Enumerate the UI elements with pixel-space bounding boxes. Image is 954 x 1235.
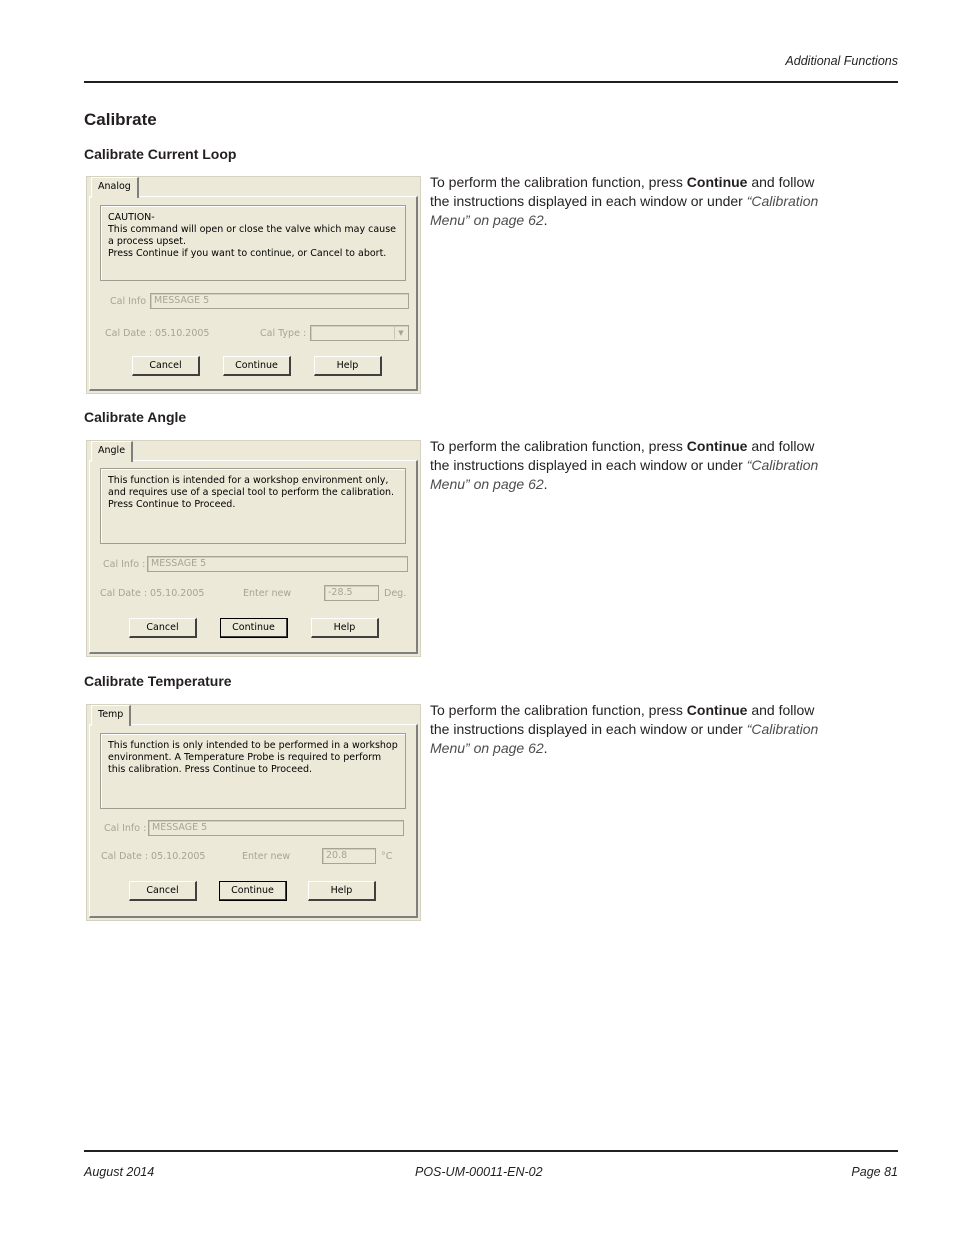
chevron-down-icon[interactable]: ▼ bbox=[394, 327, 407, 339]
footer-doc-id: POS-UM-00011-EN-02 bbox=[415, 1165, 543, 1179]
cal-info-field[interactable]: MESSAGE 5 bbox=[148, 820, 404, 836]
xref-link[interactable]: “Calibration Menu” on page 62 bbox=[430, 193, 819, 228]
page-title: Calibrate bbox=[84, 110, 157, 129]
caution-message: CAUTION- This command will open or close the valve which may cause a process upset. Press Continue if you want to continue, or Cancel to abort. bbox=[100, 205, 406, 281]
cal-date-label: Cal Date : 05.10.2005 bbox=[101, 851, 206, 862]
cancel-button[interactable]: Cancel bbox=[132, 356, 200, 376]
unit-label: Deg. bbox=[384, 588, 407, 599]
unit-label: °C bbox=[381, 851, 393, 862]
calibrate-temperature-dialog bbox=[86, 704, 421, 921]
calibrate-current-loop-dialog bbox=[86, 176, 421, 394]
footer-date: August 2014 bbox=[84, 1165, 155, 1179]
cal-info-label: Cal Info : bbox=[110, 296, 153, 307]
help-button[interactable]: Help bbox=[311, 618, 379, 638]
tab-temp[interactable]: Temp bbox=[91, 705, 131, 726]
cal-info-label: Cal Info : bbox=[103, 559, 146, 570]
instruction-paragraph: To perform the calibration function, press Continue and follow the instructions displayed in each window or under “Calibration Menu” on page 62. bbox=[430, 174, 819, 228]
xref-link[interactable]: “Calibration Menu” on page 62 bbox=[430, 721, 819, 756]
tab-panel bbox=[89, 724, 418, 918]
cal-info-field[interactable]: MESSAGE 5 bbox=[147, 556, 408, 572]
xref-link[interactable]: “Calibration Menu” on page 62 bbox=[430, 457, 819, 492]
header-rule bbox=[84, 81, 898, 83]
cal-date-label: Cal Date : 05.10.2005 bbox=[100, 588, 205, 599]
cal-type-label: Cal Type : bbox=[260, 328, 307, 339]
enter-new-label: Enter new bbox=[243, 588, 292, 599]
tab-analog[interactable]: Analog bbox=[91, 177, 139, 198]
footer-page-number: Page 81 bbox=[851, 1165, 898, 1179]
section-heading-temperature: Calibrate Temperature bbox=[84, 673, 232, 689]
continue-button[interactable]: Continue bbox=[223, 356, 291, 376]
cal-info-label: Cal Info : bbox=[104, 823, 147, 834]
cancel-button[interactable]: Cancel bbox=[129, 618, 197, 638]
tab-panel bbox=[89, 196, 418, 391]
help-button[interactable]: Help bbox=[308, 881, 376, 901]
footer-rule bbox=[84, 1150, 898, 1152]
enter-new-temperature-field[interactable]: 20.8 bbox=[322, 848, 376, 864]
section-heading-angle: Calibrate Angle bbox=[84, 409, 187, 425]
cal-info-field[interactable]: MESSAGE 5 bbox=[150, 293, 409, 309]
info-message: This function is intended for a workshop environment only, and requires use of a special tool to perform the calibration. Press Continue to Proceed. bbox=[100, 468, 406, 544]
cancel-button[interactable]: Cancel bbox=[129, 881, 197, 901]
calibrate-angle-dialog bbox=[86, 440, 421, 657]
tab-angle[interactable]: Angle bbox=[91, 441, 133, 462]
enter-new-label: Enter new bbox=[242, 851, 291, 862]
tab-panel bbox=[89, 460, 418, 654]
info-message: This function is only intended to be performed in a workshop environment. A Temperature Probe is required to perform this calibration. Press Continue to Proceed. bbox=[100, 733, 406, 809]
running-header: Additional Functions bbox=[785, 54, 898, 68]
continue-button[interactable]: Continue bbox=[220, 618, 288, 638]
instruction-paragraph: To perform the calibration function, press Continue and follow the instructions displayed in each window or under “Calibration Menu” on page 62. bbox=[430, 702, 819, 756]
continue-button[interactable]: Continue bbox=[219, 881, 287, 901]
instruction-paragraph: To perform the calibration function, press Continue and follow the instructions displayed in each window or under “Calibration Menu” on page 62. bbox=[430, 438, 819, 492]
cal-date-label: Cal Date : 05.10.2005 bbox=[105, 328, 210, 339]
section-heading-current-loop: Calibrate Current Loop bbox=[84, 146, 237, 162]
enter-new-angle-field[interactable]: -28.5 bbox=[324, 585, 379, 601]
help-button[interactable]: Help bbox=[314, 356, 382, 376]
cal-type-select[interactable] bbox=[310, 325, 409, 341]
